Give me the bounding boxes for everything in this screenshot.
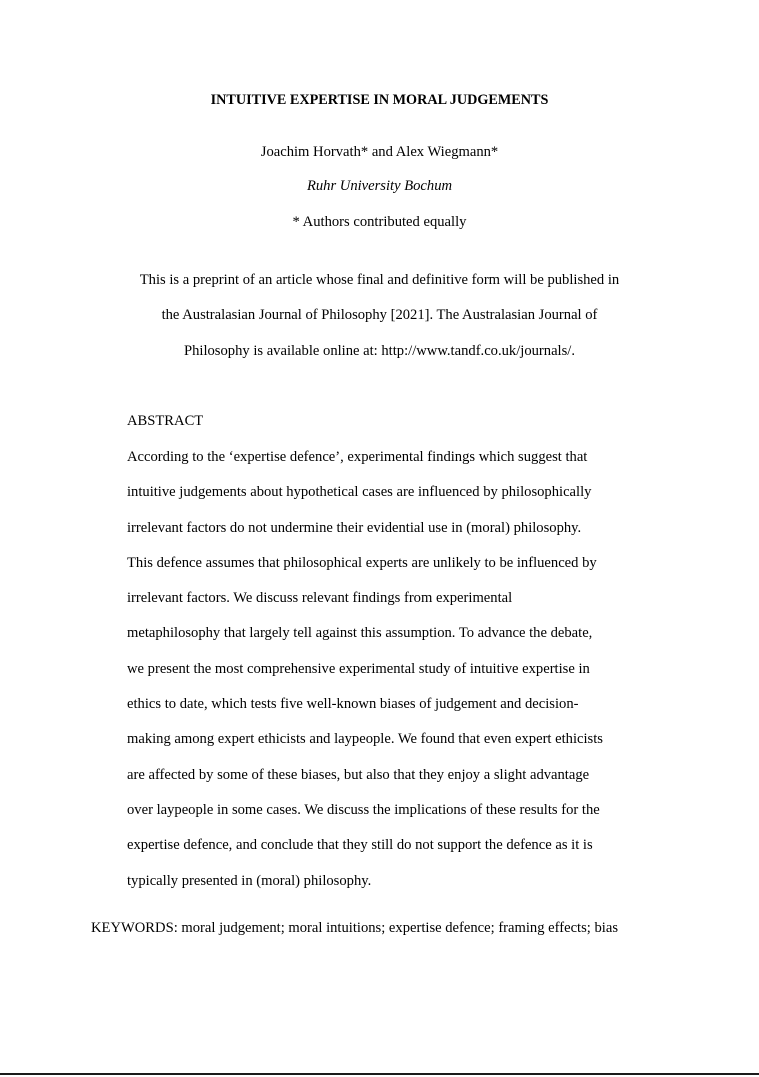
preprint-notice-line: the Australasian Journal of Philosophy [2021]. The Australasian Journal of	[161, 307, 598, 323]
abstract-line: irrelevant factors do not undermine their evidential use in (moral) philosophy.	[127, 519, 582, 536]
abstract-line: According to the ‘expertise defence’, experimental findings which suggest that	[127, 449, 588, 465]
abstract-heading: ABSTRACT	[127, 413, 204, 429]
abstract-line: expertise defence, and conclude that they still do not support the defence as it is	[127, 837, 593, 854]
author-contribution-note: * Authors contributed equally	[292, 214, 467, 230]
abstract-line: This defence assumes that philosophical experts are unlikely to be influenced by	[127, 554, 597, 571]
abstract-line: typically presented in (moral) philosophy.	[127, 872, 372, 889]
abstract-line: metaphilosophy that largely tell against this assumption. To advance the debate,	[127, 625, 593, 642]
page-bottom-border	[0, 1073, 759, 1075]
author-names: Joachim Horvath* and Alex Wiegmann*	[260, 144, 499, 160]
abstract-line: ethics to date, which tests five well-known biases of judgement and decision-	[127, 696, 579, 713]
abstract-body	[127, 448, 647, 907]
abstract-line: are affected by some of these biases, but also that they enjoy a slight advantage	[127, 766, 590, 783]
preprint-notice-line: This is a preprint of an article whose final and definitive form will be published in	[139, 272, 620, 288]
preprint-notice-line: Philosophy is available online at: http://www.tandf.co.uk/journals/.	[183, 343, 575, 359]
keywords-line: KEYWORDS: moral judgement; moral intuitions; expertise defence; framing effects; bias	[91, 920, 618, 936]
abstract-line: over laypeople in some cases. We discuss the implications of these results for the	[127, 801, 600, 818]
author-affiliation: Ruhr University Bochum	[306, 178, 453, 194]
abstract-line: intuitive judgements about hypothetical cases are influenced by philosophically	[127, 484, 592, 501]
abstract-line: we present the most comprehensive experimental study of intuitive expertise in	[127, 660, 590, 677]
abstract-line: making among expert ethicists and laypeople. We found that even expert ethicists	[127, 731, 603, 748]
abstract-line: irrelevant factors. We discuss relevant findings from experimental	[127, 590, 513, 607]
paper-title: INTUITIVE EXPERTISE IN MORAL JUDGEMENTS	[210, 92, 549, 108]
